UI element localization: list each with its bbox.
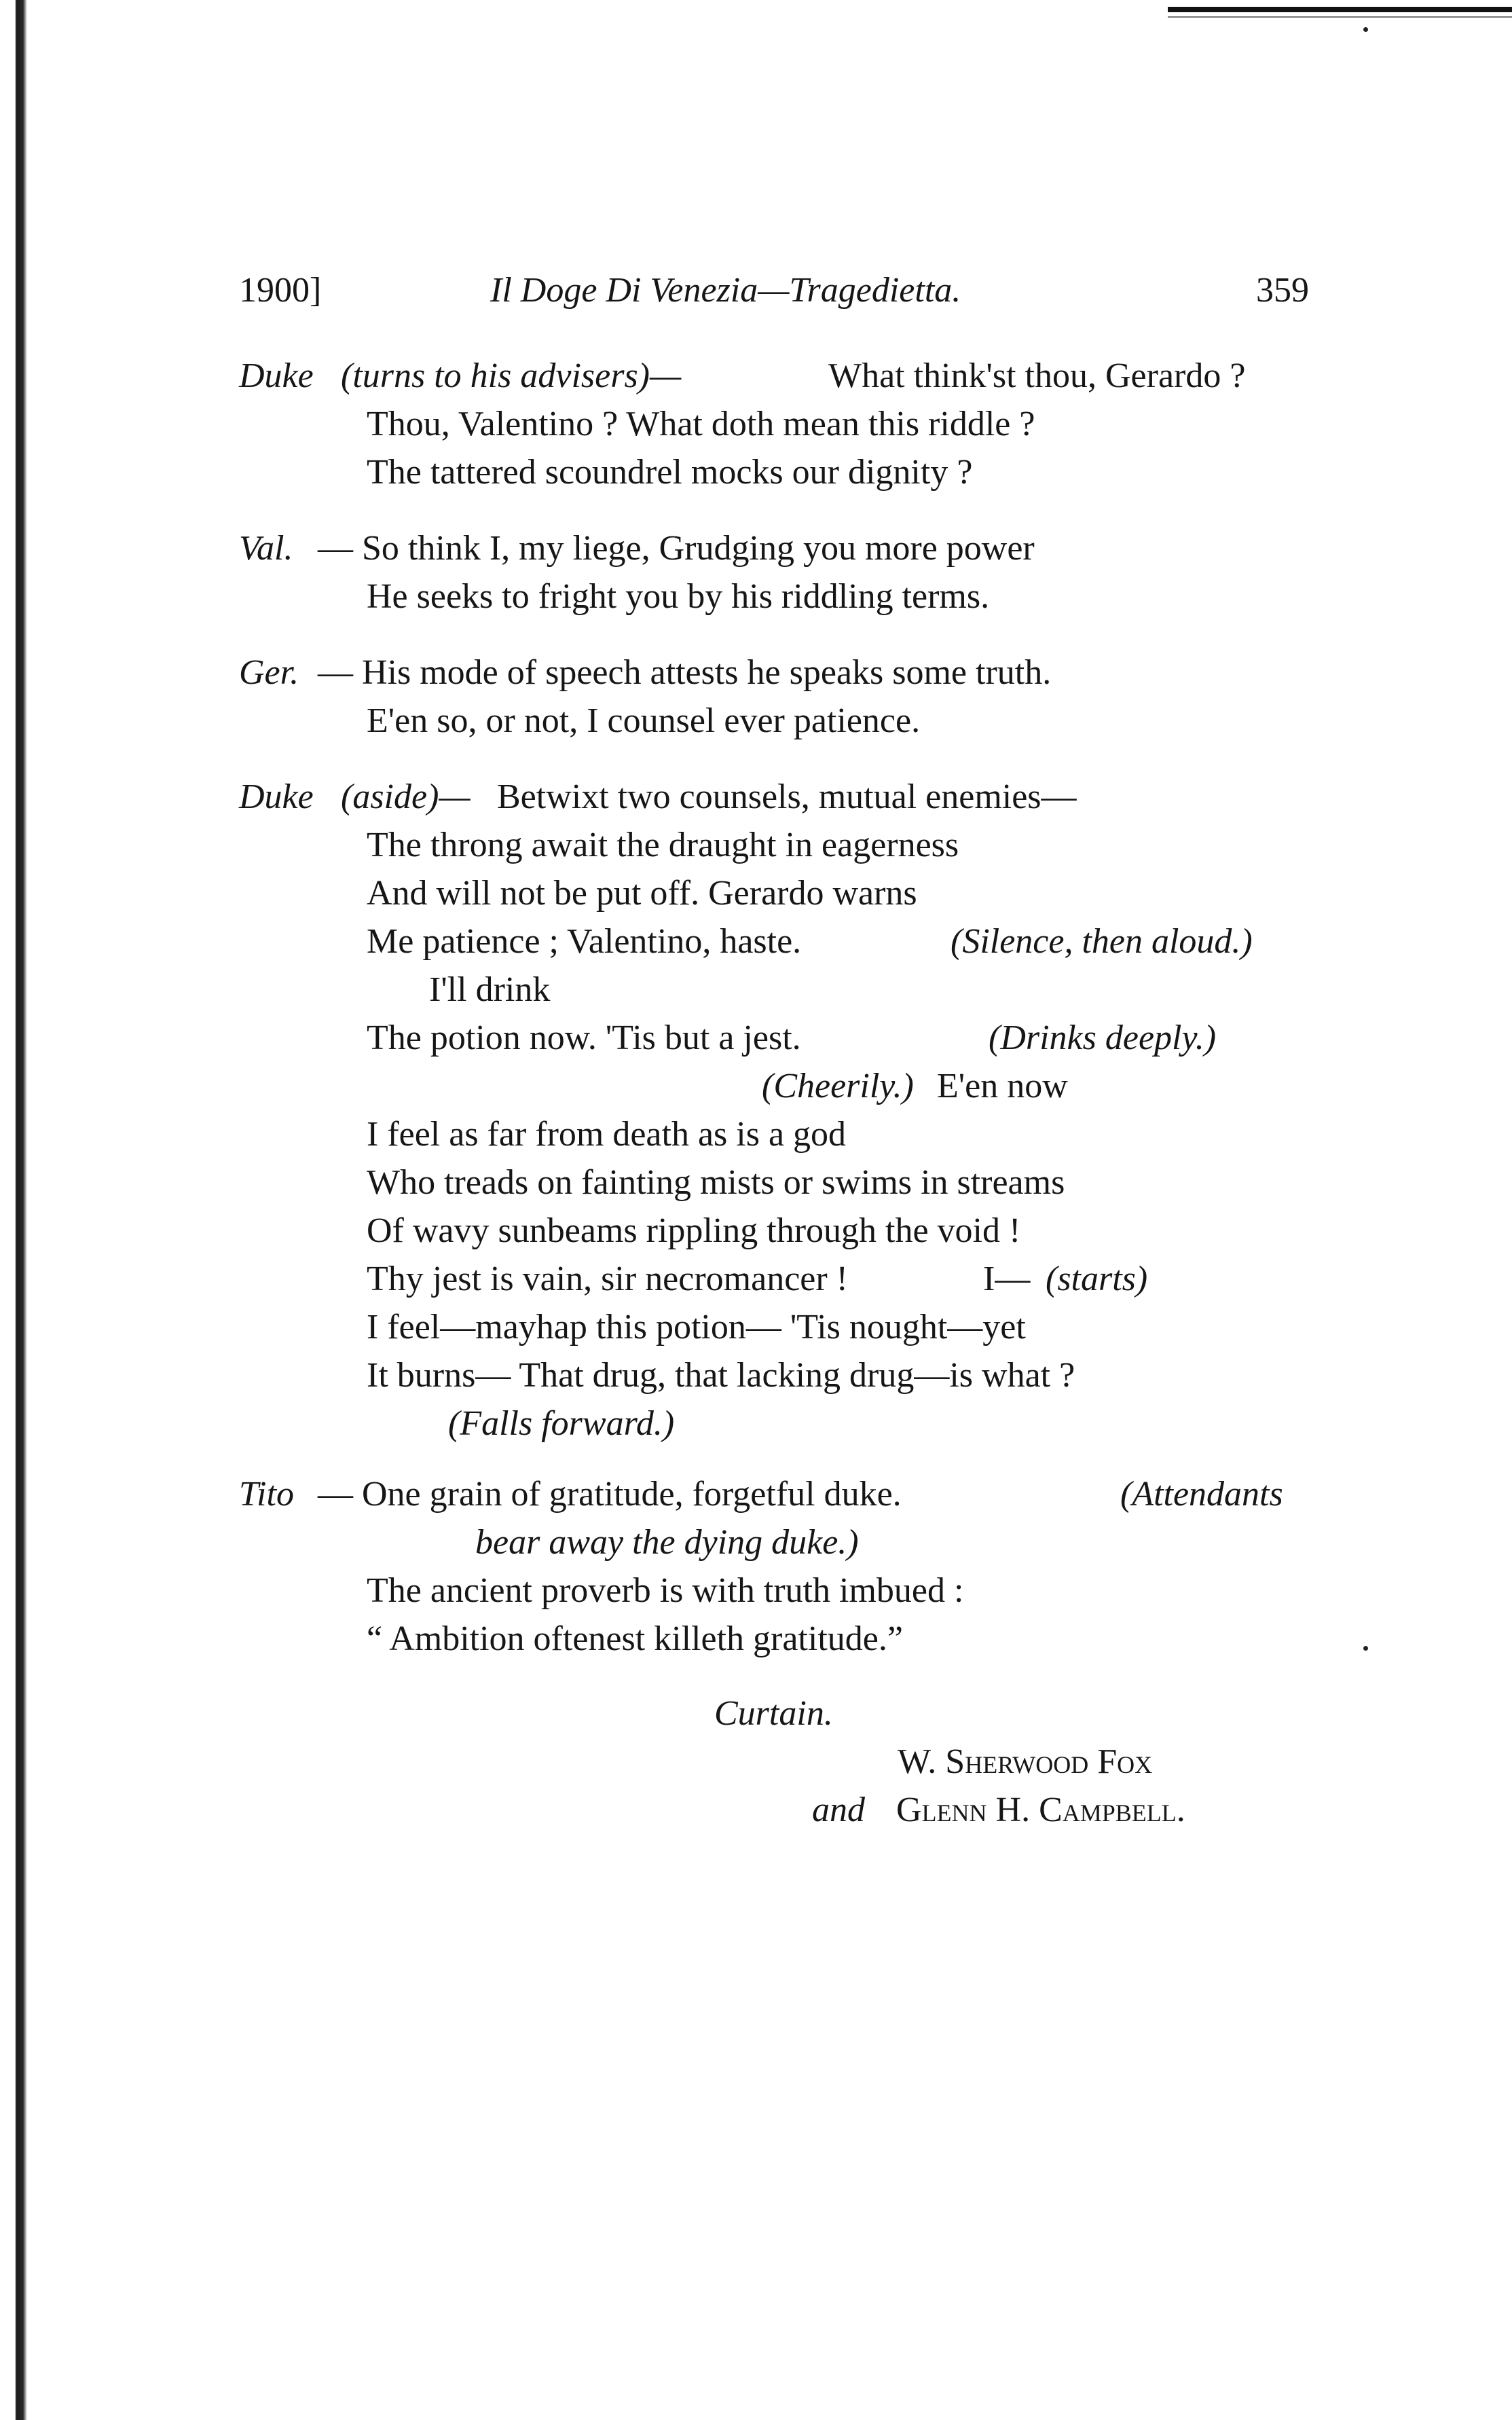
verse-line: Betwixt two counsels, mutual enemies— — [497, 777, 1077, 816]
scan-top-rule — [1168, 7, 1512, 12]
verse-line: He seeks to fright you by his riddling terms. — [367, 577, 990, 616]
scan-top-rule-thin — [1168, 16, 1512, 18]
verse-line: Me patience ; Valentino, haste. — [367, 922, 802, 961]
stage-direction: (Falls forward.) — [448, 1404, 675, 1443]
verse-line: Who treads on fainting mists or swims in streams — [367, 1163, 1065, 1202]
verse-line: E'en now — [937, 1067, 1068, 1105]
stage-direction: (Silence, then aloud.) — [951, 922, 1253, 961]
verse-line: I— — [983, 1260, 1031, 1298]
author-conjunction: and — [812, 1791, 865, 1829]
scan-edge-artifact — [0, 0, 41, 2420]
verse-line: I feel—mayhap this potion— 'Tis nought—yet — [367, 1308, 1026, 1346]
verse-line: The ancient proverb is with truth imbued : — [367, 1571, 964, 1610]
author-name: Glenn H. Campbell. — [896, 1791, 1185, 1829]
scan-speck — [1363, 27, 1368, 32]
speaker-ger: Ger. — [239, 653, 299, 692]
verse-line: “ Ambition oftenest killeth gratitude.” — [367, 1619, 903, 1658]
verse-line: Thy jest is vain, sir necromancer ! — [367, 1260, 848, 1298]
verse-line: Thou, Valentino ? What doth mean this riddle ? — [367, 405, 1035, 443]
curtain-label: Curtain. — [714, 1694, 833, 1733]
header-page-number: 359 — [1256, 271, 1309, 310]
verse-line: What think'st thou, Gerardo ? — [828, 356, 1246, 395]
header-year: 1900] — [239, 271, 322, 310]
verse-line: The potion now. 'Tis but a jest. — [367, 1019, 801, 1057]
verse-line: I feel as far from death as is a god — [367, 1115, 847, 1154]
verse-line: — One grain of gratitude, forgetful duke. — [318, 1475, 902, 1514]
header-title: Il Doge Di Venezia—Tragedietta. — [490, 271, 961, 310]
verse-line: It burns— That drug, that lacking drug—is what ? — [367, 1356, 1075, 1395]
stage-direction: (aside)— — [341, 777, 471, 816]
verse-line: The tattered scoundrel mocks our dignity ? — [367, 453, 973, 492]
stage-direction: (Attendants — [1120, 1475, 1283, 1514]
verse-line: I'll drink — [429, 970, 551, 1009]
speaker-tito: Tito — [239, 1475, 294, 1514]
verse-line: — His mode of speech attests he speaks some truth. — [318, 653, 1052, 692]
verse-line: And will not be put off. Gerardo warns — [367, 874, 917, 913]
scan-speck — [1363, 1646, 1368, 1651]
speaker-duke: Duke — [239, 356, 314, 395]
stage-direction: (turns to his advisers)— — [341, 356, 682, 395]
stage-direction: (starts) — [1046, 1260, 1148, 1298]
author-name: W. Sherwood Fox — [898, 1742, 1153, 1781]
speaker-duke: Duke — [239, 777, 314, 816]
verse-line: Of wavy sunbeams rippling through the void ! — [367, 1211, 1021, 1250]
stage-direction: (Cheerily.) — [762, 1067, 914, 1105]
speaker-val: Val. — [239, 529, 293, 568]
verse-line: The throng await the draught in eagerness — [367, 826, 959, 864]
stage-direction: bear away the dying duke.) — [475, 1523, 859, 1562]
verse-line: — So think I, my liege, Grudging you more power — [318, 529, 1035, 568]
verse-line: E'en so, or not, I counsel ever patience. — [367, 701, 921, 740]
stage-direction: (Drinks deeply.) — [989, 1019, 1217, 1057]
